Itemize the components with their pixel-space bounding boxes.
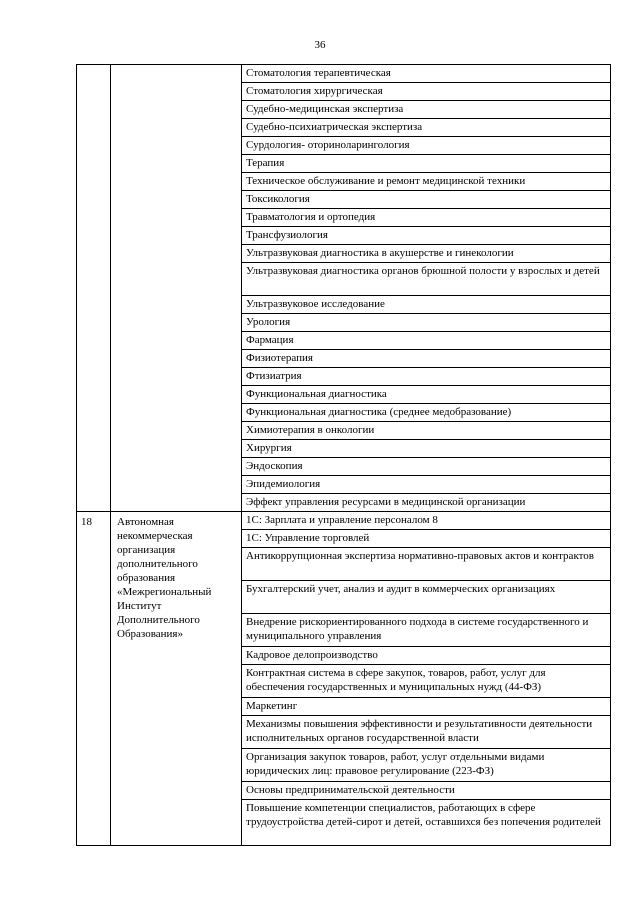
- program-cell: Ультразвуковая диагностика органов брюшной полости у взрослых и детей: [242, 263, 611, 296]
- program-cell: Стоматология хирургическая: [242, 83, 611, 101]
- program-cell: Хирургия: [242, 440, 611, 458]
- program-cell: Сурдология- оториноларингология: [242, 137, 611, 155]
- program-cell: Маркетинг: [242, 698, 611, 716]
- program-cell: Техническое обслуживание и ремонт медицинской техники: [242, 173, 611, 191]
- program-cell: Трансфузиология: [242, 227, 611, 245]
- table-row: [77, 65, 611, 83]
- program-cell: Терапия: [242, 155, 611, 173]
- program-cell: Внедрение рискориентированного подхода в системе государственного и муниципального управления: [242, 614, 611, 647]
- organization-cell: Автономная некоммерческая организация дополнительного образования «Межрегиональный Институт Дополнительного Образования»: [111, 512, 242, 846]
- program-cell: Повышение компетенции специалистов, работающих в сфере трудоустройства детей-сирот и детей, оставшихся без попечения родителей: [242, 800, 611, 846]
- row-number-cell: [77, 65, 111, 512]
- program-cell: Антикоррупционная экспертиза нормативно-правовых актов и контрактов: [242, 548, 611, 581]
- program-cell: Судебно-медицинская экспертиза: [242, 101, 611, 119]
- program-cell: Ультразвуковая диагностика в акушерстве и гинекологии: [242, 245, 611, 263]
- program-cell: Кадровое делопроизводство: [242, 647, 611, 665]
- program-cell: Стоматология терапевтическая: [242, 65, 611, 83]
- program-cell: Токсикология: [242, 191, 611, 209]
- program-cell: Функциональная диагностика (среднее медобразование): [242, 404, 611, 422]
- table-row: [77, 512, 611, 530]
- program-cell: Эпидемиология: [242, 476, 611, 494]
- programs-table: [76, 64, 611, 846]
- program-cell: Эндоскопия: [242, 458, 611, 476]
- organization-cell: [111, 65, 242, 512]
- program-cell: 1С: Управление торговлей: [242, 530, 611, 548]
- program-cell: Физиотерапия: [242, 350, 611, 368]
- program-cell: Ультразвуковое исследование: [242, 296, 611, 314]
- program-cell: Химиотерапия в онкологии: [242, 422, 611, 440]
- page-number: 36: [314, 39, 326, 51]
- program-cell: Травматология и ортопедия: [242, 209, 611, 227]
- program-cell: Урология: [242, 314, 611, 332]
- program-cell: Бухгалтерский учет, анализ и аудит в коммерческих организациях: [242, 581, 611, 614]
- program-cell: Эффект управления ресурсами в медицинской организации: [242, 494, 611, 512]
- program-cell: Организация закупок товаров, работ, услуг отдельными видами юридических лиц: правовое регулирование (223-ФЗ): [242, 749, 611, 782]
- program-cell: Контрактная система в сфере закупок, товаров, работ, услуг для обеспечения государственных и муниципальных нужд (44-ФЗ): [242, 665, 611, 698]
- program-cell: Фтизиатрия: [242, 368, 611, 386]
- program-cell: Основы предпринимательской деятельности: [242, 782, 611, 800]
- program-cell: Механизмы повышения эффективности и результативности деятельности исполнительных органов государственной власти: [242, 716, 611, 749]
- program-cell: Функциональная диагностика: [242, 386, 611, 404]
- program-cell: Судебно-психиатрическая экспертиза: [242, 119, 611, 137]
- program-cell: Фармация: [242, 332, 611, 350]
- row-number-cell: 18: [77, 512, 111, 846]
- program-cell: 1С: Зарплата и управление персоналом 8: [242, 512, 611, 530]
